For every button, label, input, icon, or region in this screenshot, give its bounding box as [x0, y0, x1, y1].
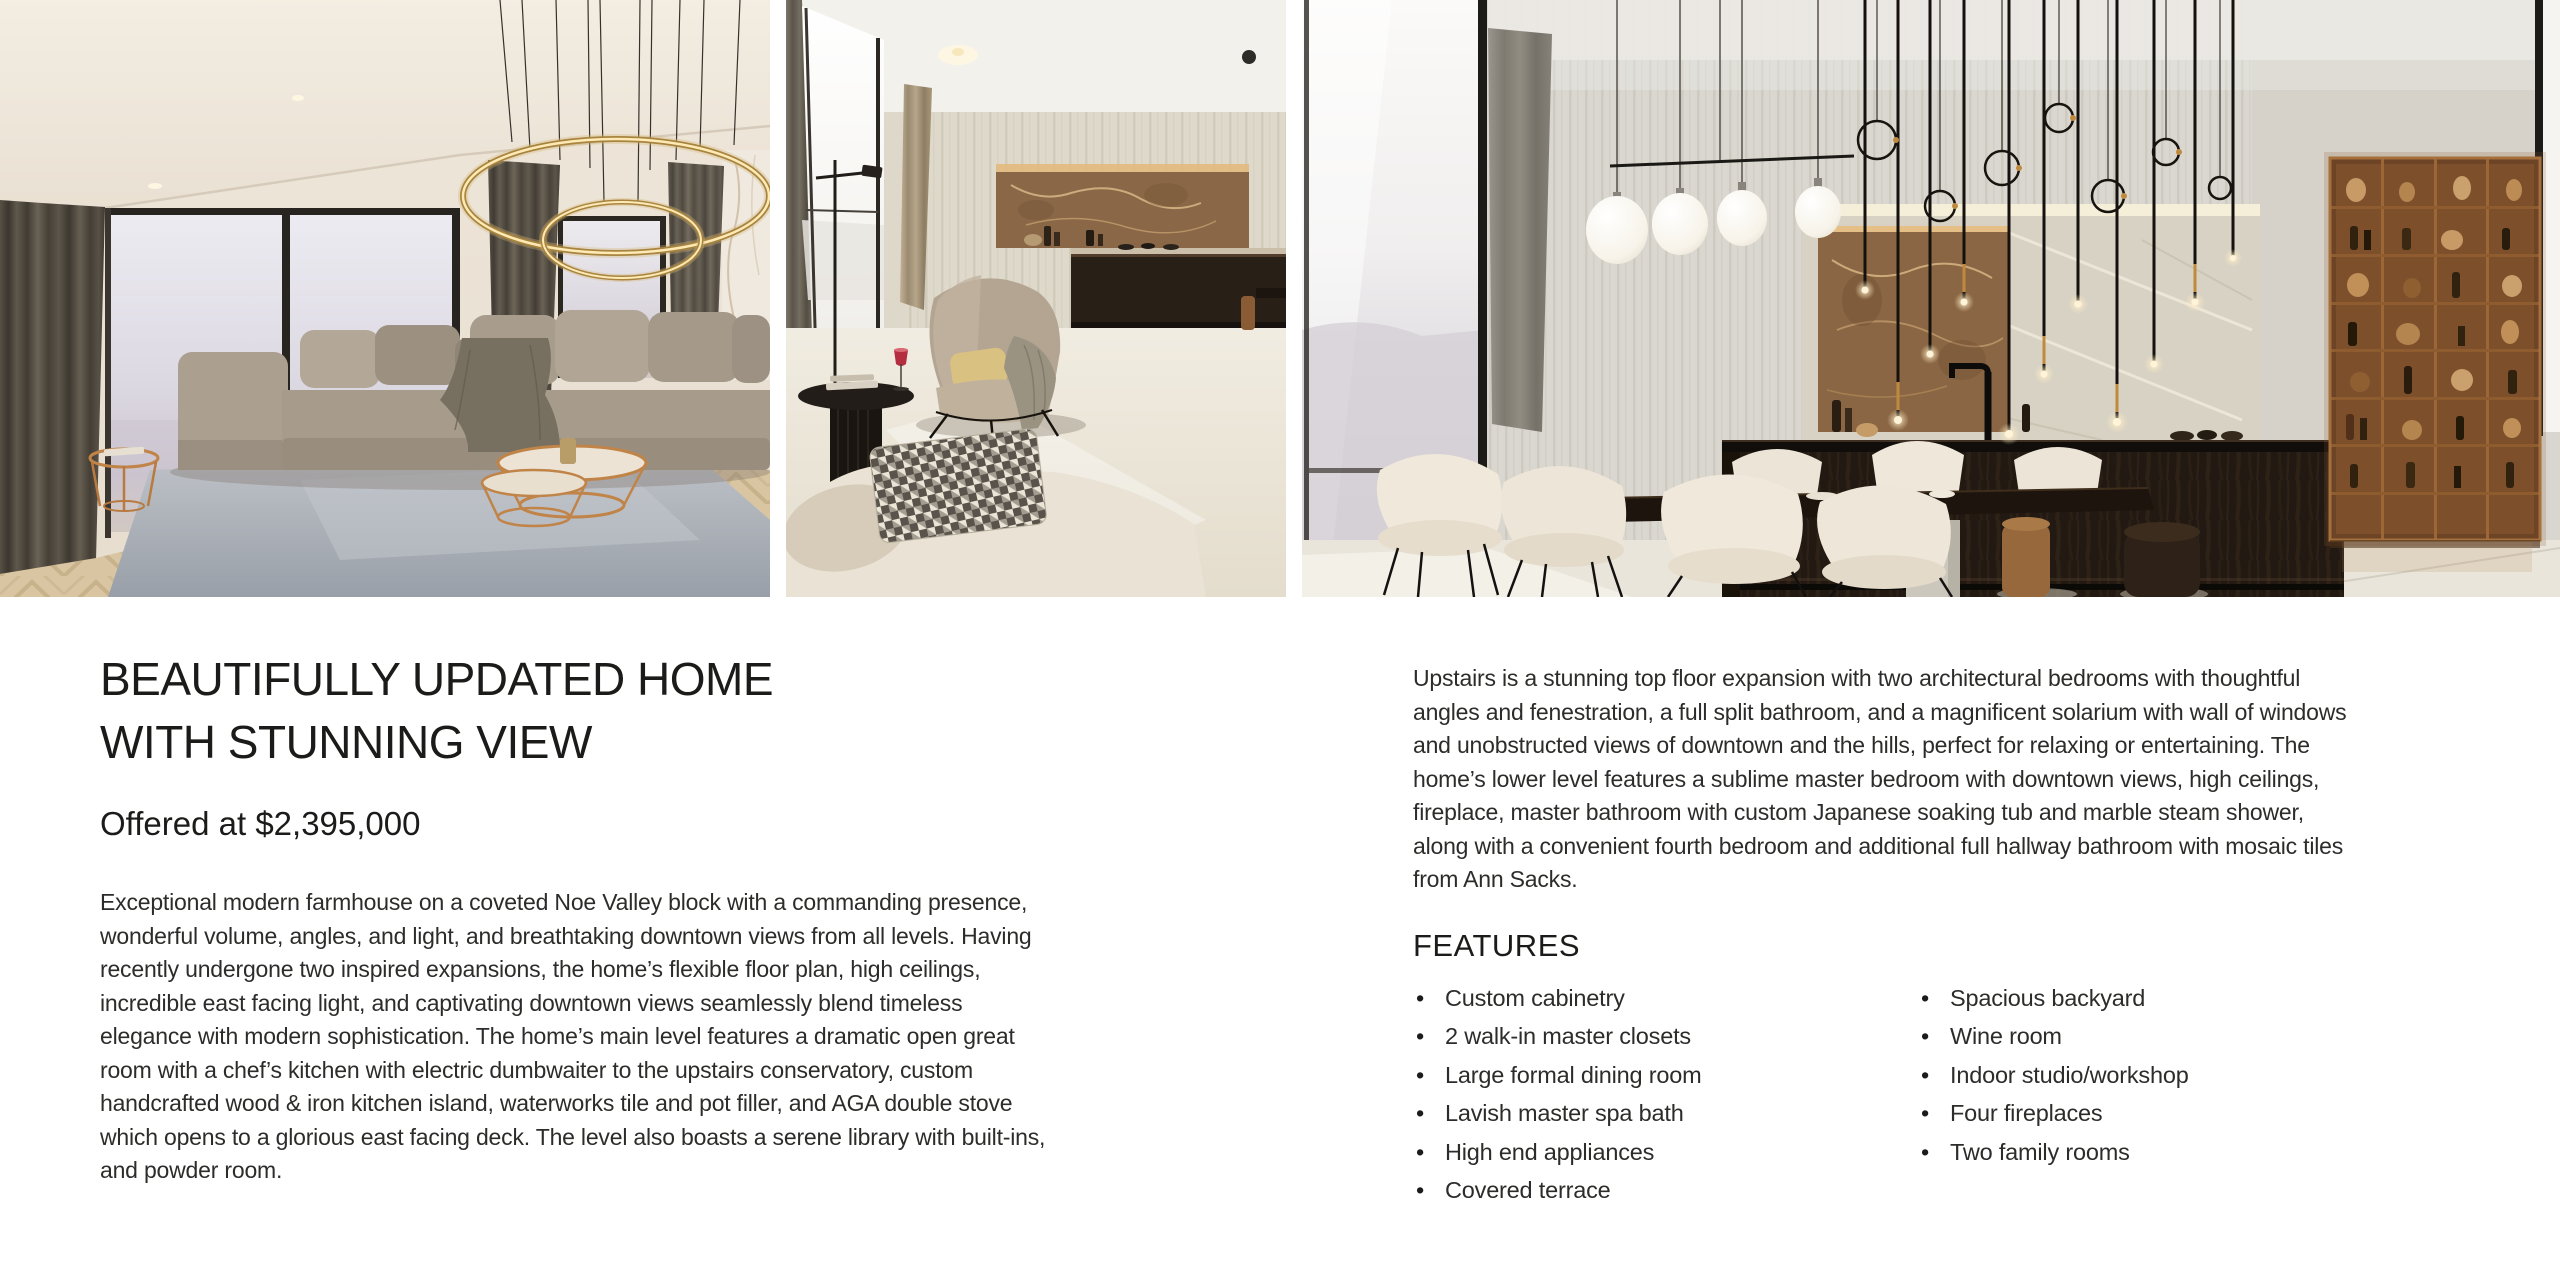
- headline-line-2: WITH STUNNING VIEW: [100, 716, 592, 768]
- headline: [100, 648, 1060, 774]
- property-description: Exceptional modern farmhouse on a coveted Noe Valley block with a commanding presence, wonderful volume, angles, and light, and breathtaking downtown views from all levels. Having recently undergone two inspired expansions, the home’s flexible floor plan, high ceilings, incredible east facing light, and captivating downtown views seamlessly blend timeless elegance with modern sophistication. The home’s main level features a dramatic open great room with a chef’s kitchen with electric dumbwaiter to the upstairs conservatory, custom handcrafted wood & iron kitchen island, waterworks tile and pot filler, and AGA double stove which opens to a glorious east facing deck. The level also boasts a serene library with built-ins, and powder room.: [100, 889, 1046, 1183]
- feature-item: • Covered terrace: [1413, 1171, 1918, 1210]
- feature-item: • Custom cabinetry: [1413, 979, 1918, 1018]
- feature-item: • Four fireplaces: [1918, 1094, 2373, 1133]
- recessed-light: [148, 183, 162, 189]
- features-list-left: [1413, 979, 1918, 1210]
- feature-item: • Indoor studio/workshop: [1918, 1056, 2373, 1095]
- photo-lounge-kitchen: [786, 0, 1286, 597]
- feature-item: • 2 walk-in master closets: [1413, 1017, 1918, 1056]
- headline-line-1: BEAUTIFULLY UPDATED HOME: [100, 653, 774, 705]
- amber-niche: [1818, 226, 2008, 432]
- feature-item: • Large formal dining room: [1413, 1056, 1918, 1095]
- feature-item: • Lavish master spa bath: [1413, 1094, 1918, 1133]
- lounge-scene: [786, 0, 1286, 597]
- ceiling: [1488, 0, 2560, 60]
- photo-kitchen-dining: [1302, 0, 2560, 597]
- features-columns: [1413, 979, 2373, 1210]
- curtain: [1488, 28, 1552, 432]
- listing-details: [1413, 662, 2373, 1210]
- features-list-right: [1918, 979, 2373, 1210]
- table-edge: [1256, 288, 1286, 298]
- features-title: FEATURES: [1413, 927, 1581, 963]
- feature-item: • Spacious backyard: [1918, 979, 2373, 1018]
- feature-item: • High end appliances: [1413, 1133, 1918, 1172]
- photo-strip: [0, 0, 2560, 597]
- marble-niche: [996, 164, 1249, 248]
- upstairs-description: Upstairs is a stunning top floor expansion with two architectural bedrooms with thoughtful angles and fenestration, a full split bathroom, and a magnificent solarium with wall of windows and unobstructed views of downtown and the hills, perfect for relaxing or entertaining. The home’s lower level features a sublime master bedroom with downtown views, high ceilings, fireplace, master bathroom with custom Japanese soaking tub and marble steam shower, along with a convenient fourth bedroom and additional full hallway bathroom with mosaic tiles from Ann Sacks.: [1413, 665, 2347, 892]
- feature-item: • Wine room: [1918, 1017, 2373, 1056]
- spot-light: [1242, 50, 1256, 64]
- listing-summary: [100, 648, 1060, 1188]
- photo-living-room: [0, 0, 770, 597]
- price: Offered at $2,395,000: [100, 805, 421, 842]
- living-room-scene: [0, 0, 770, 597]
- recessed-light: [292, 95, 304, 101]
- curtain-left: [0, 200, 105, 574]
- shelving-cabinet: [2324, 152, 2546, 572]
- feature-item: • Two family rooms: [1918, 1133, 2373, 1172]
- kitchen-dining-scene: [1302, 0, 2560, 597]
